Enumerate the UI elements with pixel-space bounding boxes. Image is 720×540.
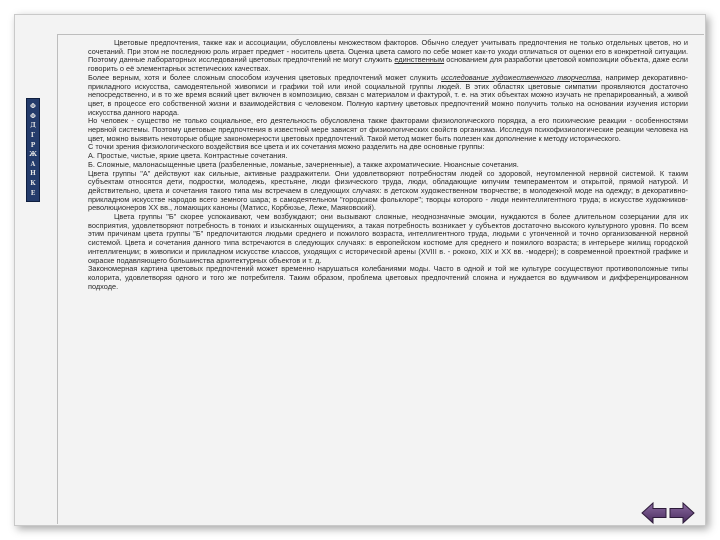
side-label-letter: Г [30,132,36,140]
text-paragraph [88,213,688,265]
side-label-letter: К [30,180,36,188]
text-paragraph [88,170,688,214]
text-run: С точки зрения физиологического воздействия все цвета и их сочетания можно разделить на две основные группы: [88,142,485,152]
text-paragraph [88,74,688,118]
text-run: Цвета группы "А" действуют как сильные, активные раздражители. Они удовлетворяют потребностям людей со здоровой, неутомленной нервной системой. К таким субъектам относятся дети, подростки, молодежь, крестьяне, люди физического труда, люди, обладающие кипучим темпераментом и открытой, прямой натурой. И действительно, цвета и сочетания такого типа мы встречаем в следующих случаях: в детском художественном творчестве; в молодежной моде на одежду; в декоративно-прикладном искусстве народов всего земного шара; в самодеятельном "городском фольклоре"; творцы которого - люди неинтеллигентного труда; в искусстве художников-революционеров XX вв., ломающих каноны (Матисс, Корбюзье, Леже, Маяковский). [88,168,688,213]
side-label-letter: Д [30,122,36,130]
side-label-letter: А [30,160,36,168]
text-paragraph [88,265,688,291]
text-run: Более верным, хотя и более сложным способом изучения цветовых предпочтений может служить [88,72,442,82]
side-label-letter: Ф [30,103,36,111]
underlined-phrase: единственным [394,55,445,65]
slide-navigation [640,498,700,528]
text-run: Закономерная картина цветовых предпочтений может временно нарушаться колебаниями моды. Часто в одной и той же культуре сосуществуют противоположные типы колорита, удовлетворяя одного и того же потребителя. Таким образом, проблема цветовых предпочтений сложна и нуждается во вдумчивом и дифференцированном подходе. [88,264,688,291]
side-vertical-label [26,98,40,202]
side-label-letter: Ж [29,151,37,159]
text-paragraph [88,39,688,74]
top-rule-line [57,34,704,35]
text-run: Б. Сложные, малонасыщенные цвета (разбеленные, ломаные, зачерненные), а также ахроматические. Нюансные сочетания. [88,159,519,169]
side-label-letter: Е [30,189,36,197]
main-text-block [88,39,688,499]
text-run: , например декоративно-прикладного искусства, самодеятельной живописи и графики той или иной социальной группы людей. В этих областях цветовые симпатии проявляются достаточно непосредственно, и в то же время всякий цвет включен в композицию, связан с материалом и фактурой, т. е. на этих объектах можно изучать не препарированный, а живой цвет, в процессе его собственной жизни и взаимодействия с человеком. Полную картину цветовых предпочтений можно получить только на основании изучения истории искусства данного народа. [88,72,688,117]
arrow-right-icon [666,498,696,528]
italic-wrapper [441,73,600,82]
text-run: Цвета группы "Б" скорее успокаивают, чем возбуждают; они вызывают сложные, неоднозначные эмоции, нуждаются в более длительном созерцании для их восприятия, удовлетворяют потребность в тонких и изысканных ощущениях, а такая потребность возникает у субъектов достаточно высокого культурного уровня. По всем этим причинам цвета группы "Б" предпочитаются людьми среднего и пожилого возраста, интеллигентного труда, людьми с утонченной и точно организованной нервной системой. Цвета и сочетания данного типа встречаются в следующих случаях: в европейском костюме для среднего и пожилого возраста; в интерьере жилищ городской интеллигенции; в живописи и прикладном искусстве классов, уходящих с исторической арены (XVIII в. - рококо, XIX и XX вв. -модерн); в современной проектной графике и окраске подавляющего большинства архитектурных объектов и т. д. [88,212,688,265]
text-run: А. Простые, чистые, яркие цвета. Контрастные сочетания. [88,151,288,161]
left-rule-line [57,34,58,524]
emphasized-phrase: исследование художественного творчества [441,72,601,82]
text-run: основанием для разработки цветовой композиции объекта, даже если говорить о её элементарных эстетических качествах. [88,55,688,74]
side-label-letter: Ф [30,112,36,120]
next-slide-button[interactable] [666,498,696,528]
text-run: Цветовые предпочтения, также как и ассоциации, обусловлены множеством факторов. Обычно следует учитывать предпочтения не только отдельных цветов, но и сочетаний. При этом не последнюю роль играет предмет - носитель цвета. Оценка цвета самого по себе может как-то уходи отличаться от оценки его в конкретной ситуации. Поэтому данные лабораторных исследований цветовых предпочтений не могут служить [88,39,688,65]
side-label-letter: Н [30,170,36,178]
side-label-letter: Р [30,141,36,149]
text-run: Но человек - существо не только социальное, его деятельность обусловлена также факторами физиологического порядка, а его психические реакции - особенностями нервной системы. Поэтому цветовые предпочтения в известной мере зависят от физиологических свойств организма. Исследуя психофизиологические реакции человека на цвет, можно выявить некоторые общие закономерности цветовых предпочтений. Такой метод может быть полезен как дополнение к методу исторического. [88,116,688,143]
text-paragraph [88,117,688,143]
